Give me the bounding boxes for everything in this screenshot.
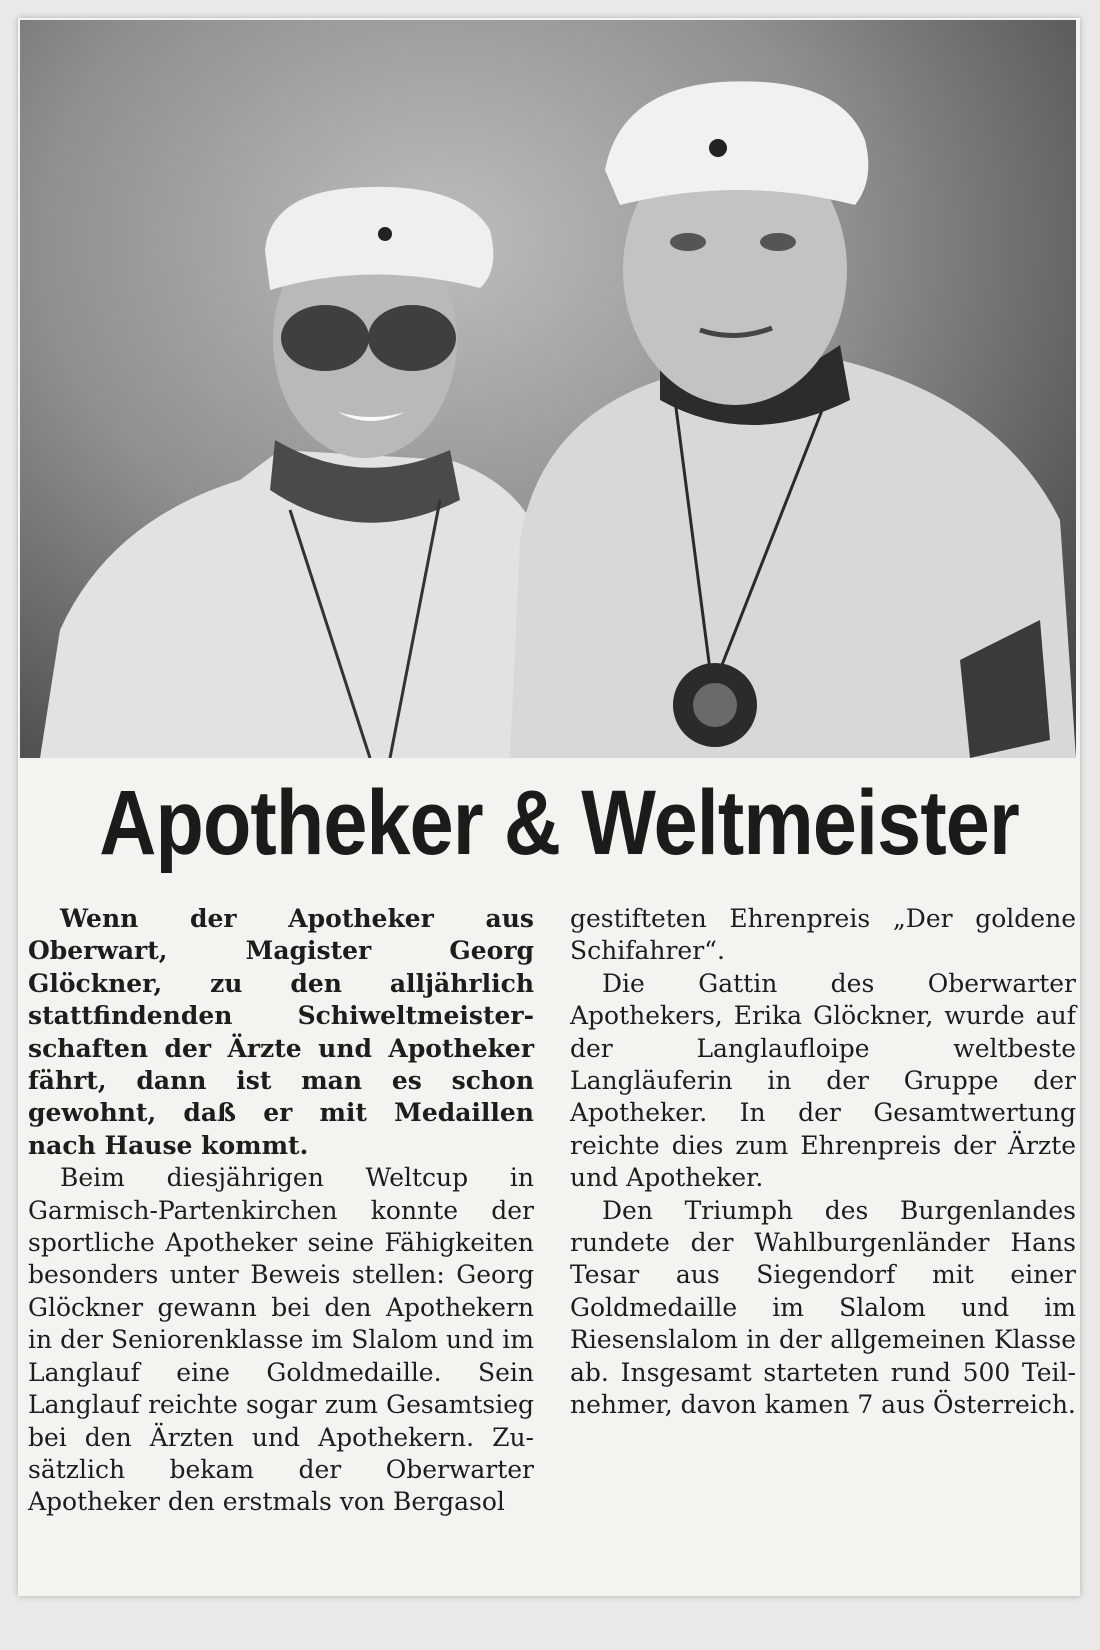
woman-in-cap-icon	[40, 187, 560, 758]
photo-illustration	[20, 20, 1076, 758]
article-paragraph-1-continued: gestifteten Ehrenpreis „Der goldene Schifahrer“.	[570, 904, 1076, 966]
article-paragraph-1: Beim diesjährigen Weltcup in Garmisch-Partenkirchen konnte der sportliche Apotheker seine Fähigkeiten besonders unter Beweis stellen: Georg Glöckner gewann bei den Apothekern in der Seniorenklasse im Slalom und im Langlauf eine Goldmedaille. Sein Langlauf reichte sogar zum Gesamtsieg bei den Ärzten und Apothekern. Zusätzlich bekam der Oberwarter Apotheker den erstmals von Bergasol	[28, 1163, 534, 1517]
article-paragraph-3: Den Triumph des Burgenlandes rundete der Wahlburgenländer Hans Tesar aus Siegendorf mit einer Goldmedaille im Slalom und im Riesenslalom in der allgemeinen Klasse ab. Insgesamt starteten rund 500 Teilnehmer, davon kamen 7 aus Österreich.	[570, 1195, 1076, 1420]
article-column-right	[570, 903, 1076, 1519]
article-body	[28, 903, 1076, 1519]
article-lead: Wenn der Apotheker aus Oberwart, Magister Georg Glöckner, zu den alljährlich stattfindenden Schiweltmeisterschaften der Ärzte und Apotheker fährt, dann ist man es schon gewohnt, daß er mit Medaillen nach Hause kommt.	[28, 904, 534, 1160]
man-in-cap-with-medal-icon	[510, 81, 1076, 758]
headline: Apotheker & Weltmeister	[99, 772, 1019, 874]
photo	[20, 20, 1076, 758]
newspaper-clipping	[18, 18, 1080, 1596]
article-paragraph-2: Die Gattin des Oberwarter Apothekers, Erika Glöckner, wurde auf der Langlaufloipe weltbeste Langläuferin in der Gruppe der Apotheker. In der Gesamtwertung reichte dies zum Ehrenpreis der Ärzte und Apotheker.	[570, 968, 1076, 1193]
article-column-left	[28, 903, 534, 1519]
